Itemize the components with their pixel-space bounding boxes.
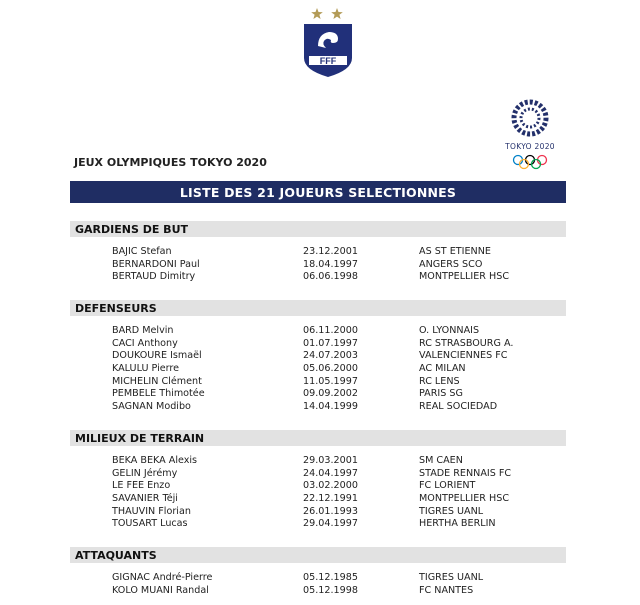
player-row	[70, 572, 566, 585]
player-row	[70, 246, 566, 259]
player-name: MICHELIN Clément	[112, 375, 202, 387]
player-name: CACI Anthony	[112, 337, 178, 349]
section-defenders	[70, 300, 566, 414]
player-name: KOLO MUANI Randal	[112, 584, 209, 596]
event-title: JEUX OLYMPIQUES TOKYO 2020	[74, 156, 267, 169]
player-club: O. LYONNAIS	[419, 325, 480, 336]
player-row	[70, 585, 566, 598]
player-row	[70, 325, 566, 338]
player-row	[70, 480, 566, 493]
player-club: RC STRASBOURG A.	[419, 337, 514, 349]
olympic-rings-icon	[514, 156, 547, 169]
player-club: AS ST ETIENNE	[419, 246, 491, 257]
player-club: TIGRES UANL	[419, 572, 484, 583]
player-row	[70, 455, 566, 468]
player-name: KALULU Pierre	[112, 363, 180, 375]
player-dob: 26.01.1993	[303, 505, 358, 517]
player-club: TIGRES UANL	[419, 505, 484, 517]
olympic-emblem-label: TOKYO 2020	[505, 142, 555, 151]
player-club: MONTPELLIER HSC	[419, 493, 510, 505]
player-row	[70, 493, 566, 506]
player-club: MONTPELLIER HSC	[419, 271, 510, 283]
player-row	[70, 259, 566, 272]
player-club: ANGERS SCO	[419, 258, 483, 270]
player-row	[70, 363, 566, 376]
player-dob: 18.04.1997	[303, 258, 358, 270]
player-name: LE FEE Enzo	[112, 480, 171, 492]
player-dob: 03.02.2000	[303, 480, 358, 492]
player-name: BEKA BEKA Alexis	[112, 455, 198, 466]
player-dob: 06.11.2000	[303, 325, 358, 336]
player-club: SM CAEN	[419, 455, 463, 466]
player-name: GELIN Jérémy	[112, 467, 178, 479]
player-dob: 09.09.2002	[303, 388, 358, 400]
section-header: MILIEUX DE TERRAIN	[70, 430, 566, 446]
player-dob: 22.12.1991	[303, 493, 358, 505]
player-name: THAUVIN Florian	[112, 505, 191, 517]
player-row	[70, 376, 566, 389]
player-dob: 24.07.2003	[303, 350, 358, 362]
fff-logo-text: FFF	[319, 56, 337, 66]
player-club: FC LORIENT	[419, 480, 476, 492]
player-club: STADE RENNAIS FC	[419, 467, 512, 479]
star-icon	[331, 8, 343, 19]
player-name: SAGNAN Modibo	[112, 401, 191, 413]
player-row	[70, 468, 566, 481]
player-dob: 05.12.1998	[303, 584, 358, 596]
player-row	[70, 388, 566, 401]
player-name: SAVANIER Téji	[112, 493, 178, 505]
player-club: FC NANTES	[419, 584, 474, 596]
section-forwards	[70, 547, 566, 597]
player-dob: 29.03.2001	[303, 455, 358, 466]
section-header: DEFENSEURS	[70, 300, 566, 316]
player-name: BERNARDONI Paul	[112, 258, 200, 270]
player-dob: 24.04.1997	[303, 467, 358, 479]
player-club: AC MILAN	[419, 363, 466, 375]
player-name: PEMBELE Thimotée	[112, 388, 205, 400]
player-dob: 14.04.1999	[303, 401, 358, 413]
player-club: HERTHA BERLIN	[419, 518, 496, 530]
player-club: REAL SOCIEDAD	[419, 401, 498, 413]
olympic-emblem-logo	[500, 96, 560, 176]
player-row	[70, 506, 566, 519]
section-midfielders	[70, 430, 566, 531]
player-name: TOUSART Lucas	[112, 518, 188, 530]
player-name: BAJIC Stefan	[112, 246, 172, 257]
player-name: BERTAUD Dimitry	[112, 271, 196, 283]
player-club: PARIS SG	[419, 388, 463, 400]
player-club: VALENCIENNES FC	[419, 350, 508, 362]
list-title-banner: LISTE DES 21 JOUEURS SELECTIONNES	[70, 181, 566, 203]
player-name: BARD Melvin	[112, 325, 174, 336]
player-dob: 01.07.1997	[303, 337, 358, 349]
player-dob: 23.12.2001	[303, 246, 358, 257]
player-name: GIGNAC André-Pierre	[112, 572, 213, 583]
player-row	[70, 271, 566, 284]
player-name: DOUKOURE Ismaël	[112, 350, 202, 362]
star-icon	[311, 8, 323, 19]
player-dob: 06.06.1998	[303, 271, 358, 283]
player-row	[70, 518, 566, 531]
player-row	[70, 338, 566, 351]
fff-logo	[298, 6, 358, 78]
player-dob: 05.06.2000	[303, 363, 358, 375]
section-header: ATTAQUANTS	[70, 547, 566, 563]
player-row	[70, 401, 566, 414]
player-dob: 29.04.1997	[303, 518, 358, 530]
player-dob: 11.05.1997	[303, 375, 358, 387]
player-dob: 05.12.1985	[303, 572, 358, 583]
section-header: GARDIENS DE BUT	[70, 221, 566, 237]
player-club: RC LENS	[419, 375, 460, 387]
section-goalkeepers	[70, 221, 566, 284]
player-row	[70, 350, 566, 363]
